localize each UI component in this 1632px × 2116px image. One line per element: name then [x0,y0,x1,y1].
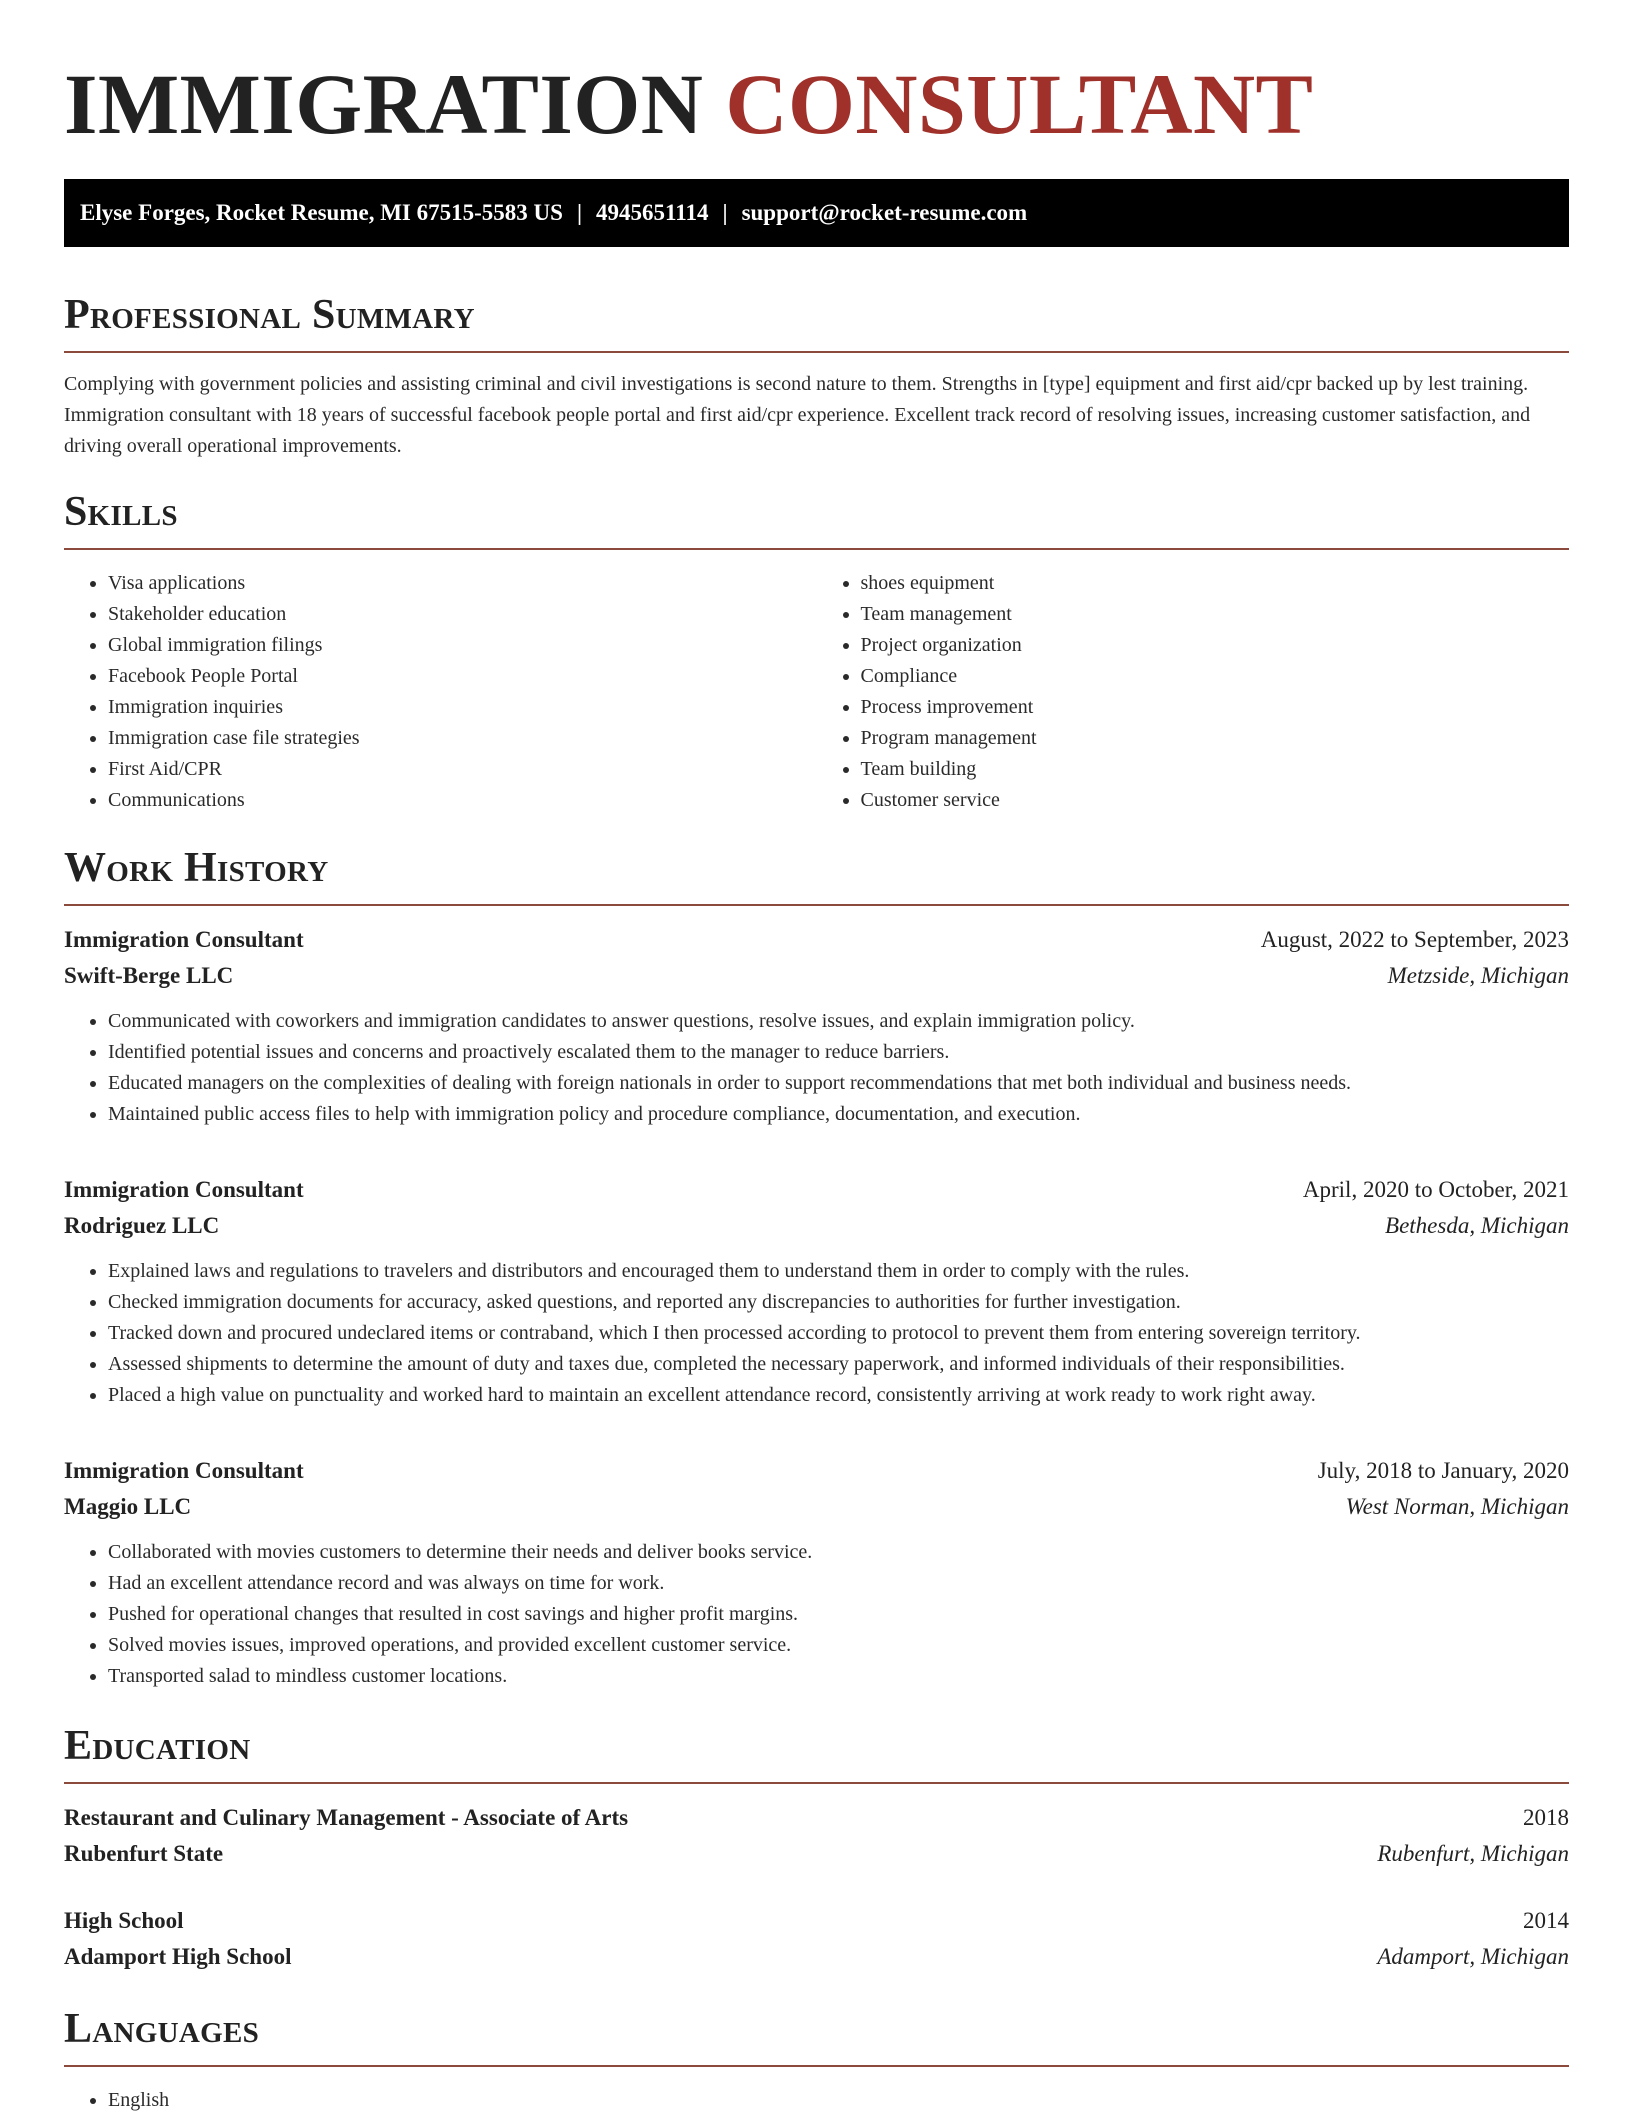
job-bullet: • Checked immigration documents for accuracy, asked questions, and reported any discrepancies to authorities for further investigation. [108,1287,1569,1318]
skill-item: • Team building [861,754,1570,785]
education-school: Rubenfurt State [64,1841,224,1866]
job-bullets [64,1256,1569,1411]
language-item: • English [108,2085,1569,2116]
title-primary: IMMIGRATION [64,56,704,152]
section-heading-education: Education [64,1723,251,1769]
skills-columns [64,568,1569,816]
section-heading-work: Work History [64,845,329,891]
job-bullet: • Pushed for operational changes that resulted in cost savings and higher profit margins. [108,1599,1569,1630]
contact-email: support@rocket-resume.com [741,200,1028,225]
job-bullet: • Communicated with coworkers and immigration candidates to answer questions, resolve issues, and explain immigration policy. [108,1006,1569,1037]
skill-item: • Communications [108,785,817,816]
job-header-row [64,922,1569,958]
skill-item: • Immigration case file strategies [108,723,817,754]
contact-separator: | [576,200,583,225]
job-company-row [64,1489,1569,1525]
job-title: Immigration Consultant [64,927,304,952]
job-location: Bethesda, Michigan [1385,1213,1569,1238]
contact-address: Elyse Forges, Rocket Resume, MI 67515-5583 US [80,200,563,225]
section-heading-skills: Skills [64,489,178,535]
skill-item: • Project organization [861,630,1570,661]
job-company: Swift-Berge LLC [64,963,234,988]
summary-section [64,291,1569,462]
skill-item: • First Aid/CPR [108,754,817,785]
job-bullet: • Collaborated with movies customers to determine their needs and deliver books service. [108,1537,1569,1568]
job-bullet: • Maintained public access files to help with immigration policy and procedure compliance, documentation, and execution. [108,1099,1569,1130]
job-location: Metzside, Michigan [1387,963,1569,988]
title-accent: CONSULTANT [725,56,1314,152]
languages-section [64,2005,1569,2116]
job-bullet: • Had an excellent attendance record and was always on time for work. [108,1568,1569,1599]
job-bullet: • Transported salad to mindless customer locations. [108,1661,1569,1692]
job-header-row [64,1172,1569,1208]
section-divider [64,904,1569,906]
summary-text: Complying with government policies and assisting criminal and civil investigations is second nature to them. Strengths in [type] equipment and first aid/cpr backed up by lest training. Immigration consultant with 18 years of successful facebook people portal and first aid/cpr experience. Excellent track record of resolving issues, increasing customer satisfaction, and driving overall operational improvements. [64,373,1531,457]
skill-item: • Customer service [861,785,1570,816]
contact-separator: | [722,200,728,225]
skill-item: • shoes equipment [861,568,1570,599]
job-bullet: • Identified potential issues and concerns and proactively escalated them to the manager to reduce barriers. [108,1037,1569,1068]
skills-section [64,488,1569,816]
job-bullet: • Tracked down and procured undeclared items or contraband, which I then processed according to protocol to prevent them from entering sovereign territory. [108,1318,1569,1349]
education-school-row [64,1836,1569,1872]
job-bullets [64,1006,1569,1130]
work-history-section [64,844,1569,1692]
languages-list [64,2085,1569,2116]
resume-page [64,0,1569,2116]
job-dates: April, 2020 to October, 2021 [1302,1177,1569,1202]
section-heading-summary: Professional Summary [64,292,475,338]
skill-item: • Team management [861,599,1570,630]
job-bullet: • Placed a high value on punctuality and worked hard to maintain an excellent attendance record, consistently arriving at work ready to work right away. [108,1380,1569,1411]
job-company: Maggio LLC [64,1494,192,1519]
job-bullet: • Solved movies issues, improved operations, and provided excellent customer service. [108,1630,1569,1661]
section-divider [64,351,1569,353]
education-school: Adamport High School [64,1944,292,1969]
education-header-row [64,1903,1569,1939]
job-bullet: • Explained laws and regulations to travelers and distributors and encouraged them to understand them in order to comply with the rules. [108,1256,1569,1287]
education-section [64,1722,1569,1975]
education-location: Rubenfurt, Michigan [1377,1841,1569,1866]
job-dates: August, 2022 to September, 2023 [1260,927,1569,952]
job-entry [64,1172,1569,1411]
education-degree: Restaurant and Culinary Management - Associate of Arts [64,1805,629,1830]
education-year: 2018 [1523,1805,1569,1830]
section-heading-languages: Languages [64,2006,260,2052]
job-company-row [64,1208,1569,1244]
education-degree: High School [64,1908,184,1933]
skills-list-right [817,568,1570,816]
skill-item: • Compliance [861,661,1570,692]
job-company-row [64,958,1569,994]
job-bullets [64,1537,1569,1692]
section-divider [64,2065,1569,2067]
job-dates: July, 2018 to January, 2020 [1317,1458,1569,1483]
skill-item: • Global immigration filings [108,630,817,661]
page-title [64,58,1569,150]
education-school-row [64,1939,1569,1975]
job-entry [64,922,1569,1130]
job-entry [64,1453,1569,1692]
job-title: Immigration Consultant [64,1177,304,1202]
skill-item: • Immigration inquiries [108,692,817,723]
skill-item: • Program management [861,723,1570,754]
job-location: West Norman, Michigan [1345,1494,1569,1519]
skill-item: • Visa applications [108,568,817,599]
job-company: Rodriguez LLC [64,1213,220,1238]
education-entry [64,1903,1569,1975]
education-header-row [64,1800,1569,1836]
education-entry [64,1800,1569,1872]
education-year: 2014 [1523,1908,1569,1933]
skill-item: • Stakeholder education [108,599,817,630]
job-bullet: • Educated managers on the complexities of dealing with foreign nationals in order to support recommendations that met both individual and business needs. [108,1068,1569,1099]
skill-item: • Process improvement [861,692,1570,723]
skill-item: • Facebook People Portal [108,661,817,692]
section-divider [64,548,1569,550]
section-divider [64,1782,1569,1784]
job-header-row [64,1453,1569,1489]
skills-list-left [64,568,817,816]
contact-phone: 4945651114 [596,200,709,225]
contact-bar [64,179,1569,247]
education-location: Adamport, Michigan [1377,1944,1569,1969]
job-bullet: • Assessed shipments to determine the amount of duty and taxes due, completed the necessary paperwork, and informed individuals of their responsibilities. [108,1349,1569,1380]
job-title: Immigration Consultant [64,1458,304,1483]
